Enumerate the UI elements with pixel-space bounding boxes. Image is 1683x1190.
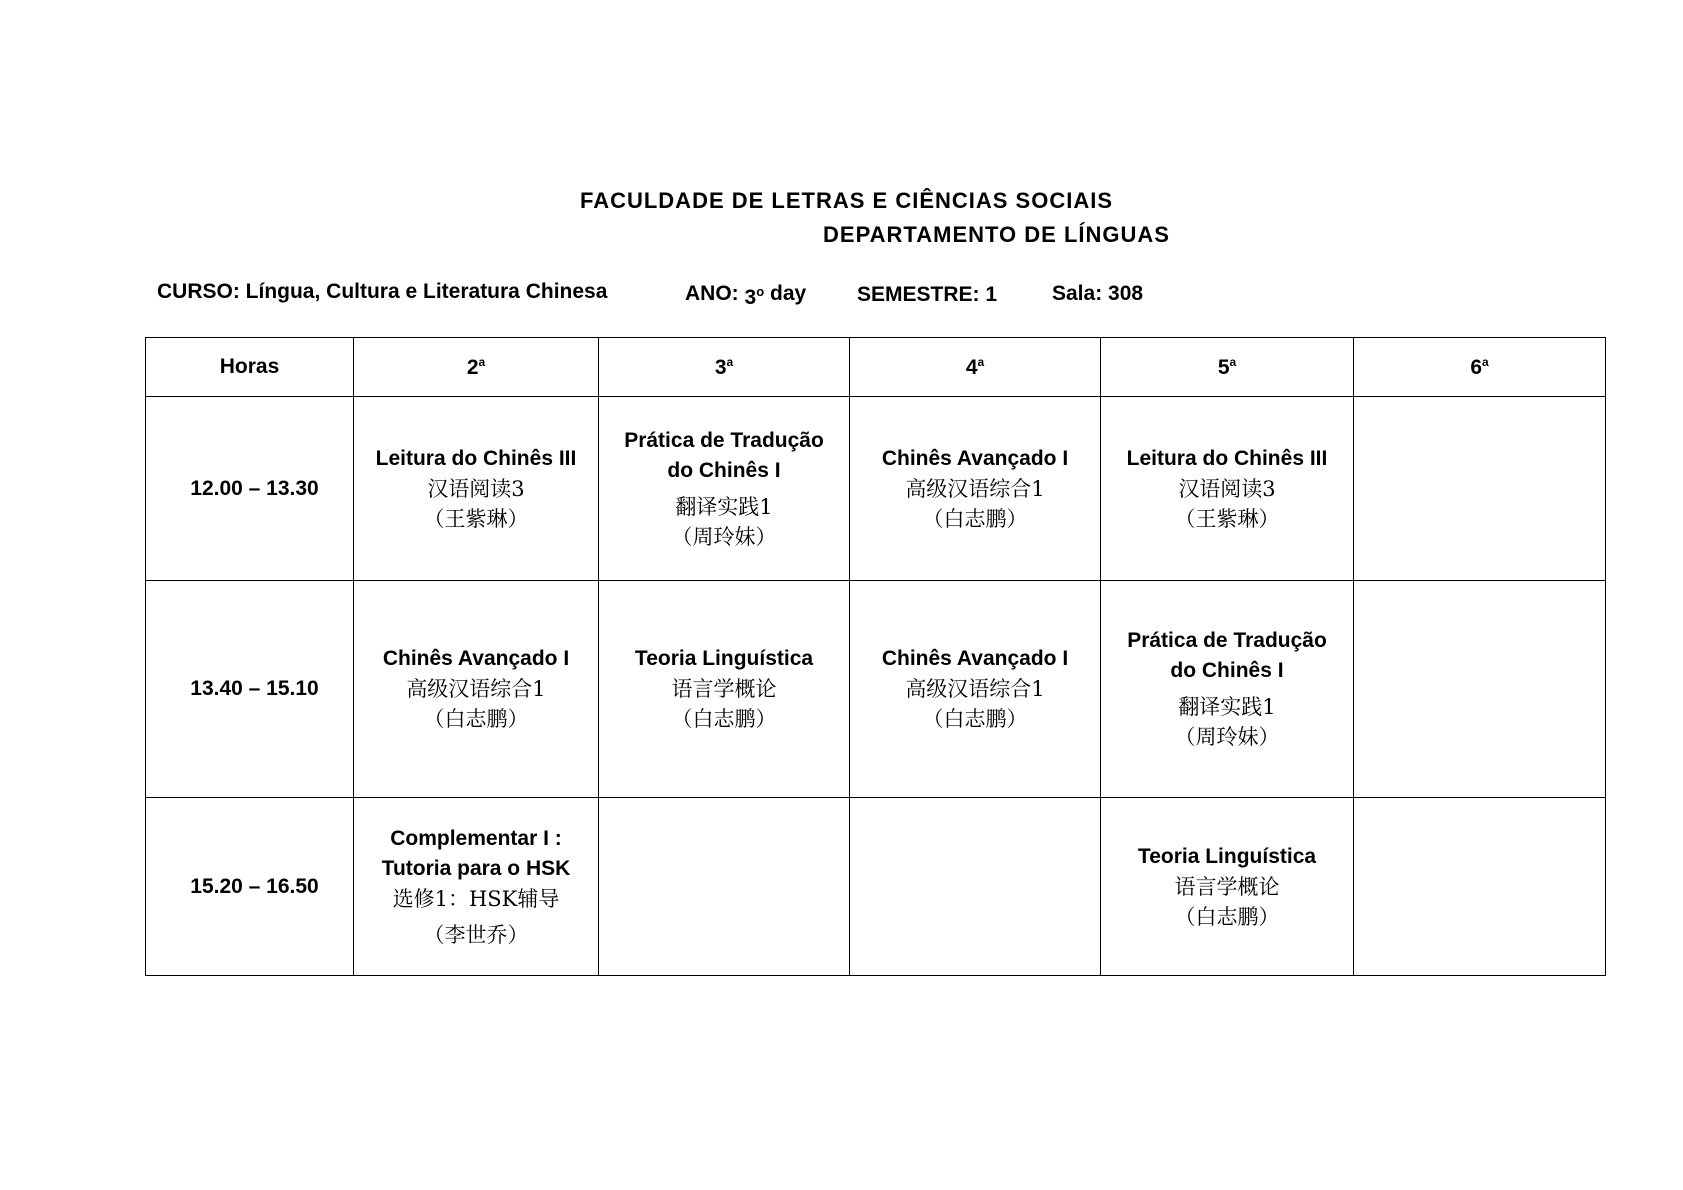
course-name-line2: do Chinês I — [1170, 659, 1284, 682]
course-name-line2: do Chinês I — [667, 458, 781, 482]
course-name: Teoria Linguística — [634, 647, 814, 670]
class-cell — [1101, 581, 1354, 798]
class-cell — [354, 798, 599, 976]
teacher-name: （白志鹏） — [1174, 904, 1280, 929]
class-cell — [850, 581, 1101, 798]
course-name-zh: 高级汉语综合1 — [905, 476, 1045, 501]
course-name: Complementar I : — [390, 826, 562, 850]
class-cell — [354, 581, 599, 798]
class-cell — [599, 581, 850, 798]
class-cell — [850, 397, 1101, 581]
header-day-6: 6$^a$ — [1354, 338, 1606, 397]
course-name: Prática de Tradução — [1127, 629, 1327, 652]
course-name-zh: 选修1：HSK辅导 — [392, 886, 560, 911]
teacher-name: （白志鹏） — [922, 506, 1028, 531]
year-label: ANO: — [685, 282, 739, 305]
course-name-zh: 汉语阅读3 — [1178, 476, 1276, 501]
teacher-name: （周玲妹） — [1174, 725, 1280, 749]
header-day-2: 2$^a$ — [354, 338, 599, 397]
teacher-name: （周玲妹） — [671, 524, 777, 549]
teacher-name: （王紫琳） — [1174, 506, 1280, 531]
course-name-zh: 汉语阅读3 — [427, 476, 525, 501]
department-title: DEPARTAMENTO DE LÍNGUAS — [823, 222, 1170, 247]
course-info: CURSO: Língua, Cultura e Literatura Chinesa — [157, 280, 608, 303]
course-name-zh: 翻译实践1 — [1178, 695, 1276, 719]
course-name: Teoria Linguística — [1137, 844, 1317, 868]
class-cell — [599, 397, 850, 581]
time-slot: 13.40 – 15.10 — [146, 581, 354, 798]
teacher-name: （白志鹏） — [671, 707, 777, 731]
table-row — [146, 397, 1606, 581]
course-name-line2: Tutoria para o HSK — [381, 856, 571, 880]
course-name: Leitura do Chinês III — [1126, 446, 1328, 470]
table-row — [146, 581, 1606, 798]
course-name-zh: 高级汉语综合1 — [905, 677, 1045, 701]
teacher-name: （白志鹏） — [423, 707, 529, 731]
course-name: Leitura do Chinês III — [375, 446, 577, 470]
empty-cell — [599, 798, 850, 976]
course-name-zh: 语言学概论 — [671, 677, 777, 701]
header-day-3: 3$^a$ — [599, 338, 850, 397]
time-slot: 12.00 – 13.30 — [146, 397, 354, 581]
class-cell — [354, 397, 599, 581]
empty-cell — [1354, 581, 1606, 798]
header-horas: Horas — [146, 338, 354, 397]
year-info — [685, 280, 807, 309]
course-name-zh: 高级汉语综合1 — [406, 677, 546, 701]
empty-cell — [1354, 397, 1606, 581]
year-suffix: day — [770, 282, 807, 305]
empty-cell — [850, 798, 1101, 976]
year-number: 3$^o$ — [744, 284, 765, 309]
semester-info: SEMESTRE: 1 — [857, 283, 998, 306]
schedule-table — [145, 337, 1606, 976]
faculty-title: FACULDADE DE LETRAS E CIÊNCIAS SOCIAIS — [579, 188, 1114, 213]
time-slot: 15.20 – 16.50 — [146, 798, 354, 976]
course-name-zh: 翻译实践1 — [675, 494, 773, 519]
teacher-name: （白志鹏） — [922, 707, 1028, 731]
room-info: Sala: 308 — [1052, 282, 1144, 305]
teacher-name: （王紫琳） — [423, 506, 529, 531]
header-row — [146, 338, 1606, 397]
header-day-4: 4$^a$ — [850, 338, 1101, 397]
course-name: Chinês Avançado I — [382, 647, 570, 670]
class-cell — [1101, 397, 1354, 581]
empty-cell — [1354, 798, 1606, 976]
course-name: Chinês Avançado I — [881, 446, 1069, 470]
class-cell — [1101, 798, 1354, 976]
course-name: Chinês Avançado I — [881, 647, 1069, 670]
header-day-5: 5$^a$ — [1101, 338, 1354, 397]
course-name-zh: 语言学概论 — [1174, 874, 1280, 899]
course-name: Prática de Tradução — [624, 428, 824, 452]
teacher-name: （李世乔） — [423, 922, 529, 947]
table-row — [146, 798, 1606, 976]
